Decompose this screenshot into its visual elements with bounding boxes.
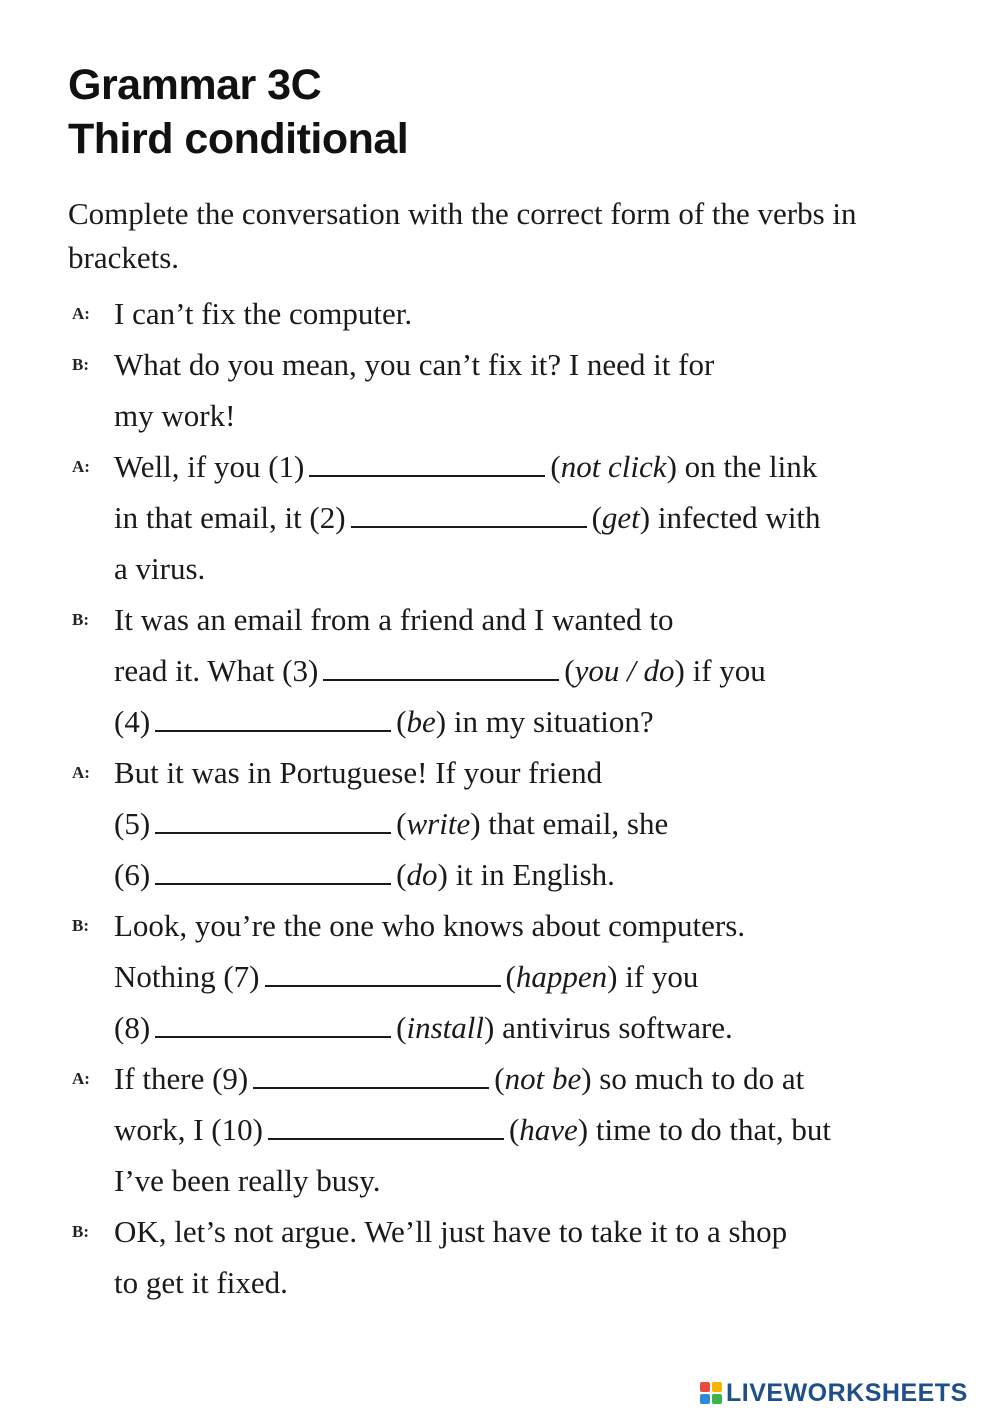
line-text: Nothing (7)	[114, 959, 260, 994]
answer-blank-4[interactable]	[155, 706, 391, 732]
verb-hint: happen	[515, 959, 608, 994]
logo-square	[700, 1394, 710, 1404]
liveworksheets-logo-icon	[700, 1382, 722, 1404]
answer-blank-2[interactable]	[351, 502, 587, 528]
speaker-b-label: B:	[72, 610, 89, 629]
line-text: antivirus software.	[502, 1010, 733, 1045]
verb-hint: you / do	[574, 653, 675, 688]
logo-square	[712, 1394, 722, 1404]
speaker-b-label: B:	[72, 916, 89, 935]
dialogue-line: OK, let’s not argue. We’ll just have to take it to a shop	[114, 1214, 788, 1249]
line-text: (5)	[114, 806, 151, 841]
verb-hint: do	[406, 857, 438, 892]
dialogue-line: a virus.	[114, 551, 206, 586]
line-text: that email, she	[488, 806, 669, 841]
dialogue-line: in that email, it (2) (get) infected with	[114, 500, 821, 535]
answer-blank-1[interactable]	[309, 451, 545, 477]
dialogue-line: (4) (be) in my situation?	[114, 704, 654, 739]
line-text: it in English.	[455, 857, 615, 892]
answer-blank-3[interactable]	[323, 655, 559, 681]
verb-hint: get	[601, 500, 640, 535]
verb-hint: write	[406, 806, 471, 841]
instructions: Complete the conversation with the correct form of the verbs in brackets.	[68, 196, 857, 275]
speaker-a-label: A:	[72, 457, 90, 476]
speaker-b-label: B:	[72, 1222, 89, 1241]
liveworksheets-watermark	[700, 1379, 968, 1407]
answer-blank-7[interactable]	[265, 961, 501, 987]
dialogue-line: Look, you’re the one who knows about computers.	[114, 908, 746, 943]
answer-blank-6[interactable]	[155, 859, 391, 885]
verb-hint: be	[406, 704, 436, 739]
line-text: (8)	[114, 1010, 151, 1045]
logo-square	[700, 1382, 710, 1392]
line-text: if you	[692, 653, 766, 688]
brand-name: LIVEWORKSHEETS	[726, 1378, 968, 1407]
answer-blank-10[interactable]	[268, 1114, 504, 1140]
dialogue-line: read it. What (3) (you / do) if you	[114, 653, 766, 688]
line-text: (4)	[114, 704, 151, 739]
speaker-a-label: A:	[72, 304, 90, 323]
verb-hint: not be	[504, 1061, 582, 1096]
dialogue-line: But it was in Portuguese! If your friend	[114, 755, 603, 790]
page-title: Grammar 3C	[68, 61, 322, 109]
dialogue-line: What do you mean, you can’t fix it? I need it for	[114, 347, 715, 382]
answer-blank-5[interactable]	[155, 808, 391, 834]
verb-hint: have	[519, 1112, 578, 1147]
dialogue-line: I’ve been really busy.	[114, 1163, 381, 1198]
line-text: If there (9)	[114, 1061, 249, 1096]
answer-blank-8[interactable]	[155, 1012, 391, 1038]
line-text: read it. What (3)	[114, 653, 319, 688]
verb-hint: install	[406, 1010, 484, 1045]
line-text: infected with	[657, 500, 821, 535]
speaker-b-label: B:	[72, 355, 89, 374]
answer-blank-9[interactable]	[253, 1063, 489, 1089]
verb-hint: not click	[560, 449, 667, 484]
dialogue-line: It was an email from a friend and I wanted to	[114, 602, 674, 637]
line-text: if you	[625, 959, 699, 994]
line-text: work, I (10)	[114, 1112, 263, 1147]
speaker-a-label: A:	[72, 763, 90, 782]
dialogue-line: I can’t fix the computer.	[114, 296, 413, 331]
dialogue-line: If there (9) (not be) so much to do at	[114, 1061, 805, 1096]
dialogue-line: to get it fixed.	[114, 1265, 288, 1300]
logo-square	[712, 1382, 722, 1392]
dialogue-line: (6) (do) it in English.	[114, 857, 615, 892]
line-text: in my situation?	[453, 704, 654, 739]
line-text: (6)	[114, 857, 151, 892]
line-text: on the link	[684, 449, 818, 484]
dialogue-line: work, I (10) (have) time to do that, but	[114, 1112, 831, 1147]
speaker-a-label: A:	[72, 1069, 90, 1088]
line-text: Well, if you (1)	[114, 449, 305, 484]
dialogue-line: Nothing (7) (happen) if you	[114, 959, 699, 994]
line-text: time to do that, but	[595, 1112, 831, 1147]
dialogue-line: my work!	[114, 398, 236, 433]
page-subtitle: Third conditional	[68, 115, 409, 163]
line-text: so much to do at	[599, 1061, 805, 1096]
dialogue-line: (5) (write) that email, she	[114, 806, 669, 841]
line-text: in that email, it (2)	[114, 500, 346, 535]
dialogue-line: Well, if you (1) (not click) on the link	[114, 449, 818, 484]
dialogue-line: (8) (install) antivirus software.	[114, 1010, 733, 1045]
